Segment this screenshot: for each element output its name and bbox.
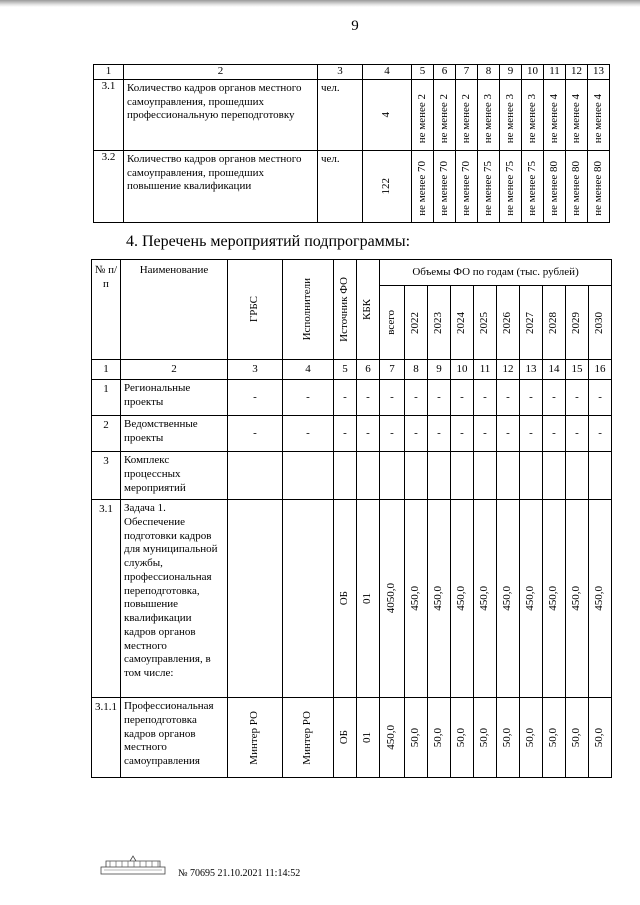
- dash-cell: -: [228, 416, 283, 452]
- year-value: не менее 2: [415, 94, 428, 144]
- year-value: не менее 75: [503, 160, 516, 216]
- column-number: 9: [428, 360, 451, 380]
- dash-cell: -: [589, 416, 612, 452]
- year-value: 450,0: [432, 586, 445, 611]
- year-value: не менее 4: [591, 94, 604, 144]
- header-year: 2026: [501, 311, 514, 334]
- indicator-name: Количество кадров органов местного самоуправления, прошедших повышение квалификации: [124, 150, 318, 222]
- dash-cell: -: [520, 416, 543, 452]
- grbs-cell: [228, 500, 283, 698]
- year-value: не менее 75: [525, 160, 538, 216]
- year-value: не менее 2: [459, 94, 472, 144]
- dash-cell: -: [451, 380, 474, 416]
- year-value: не менее 80: [591, 160, 604, 216]
- header-cell: 3: [318, 65, 363, 80]
- dash-cell: -: [405, 380, 428, 416]
- dash-cell: -: [334, 416, 357, 452]
- source-cell: ОБ: [338, 591, 351, 606]
- year-value: 50,0: [409, 727, 422, 748]
- dash-cell: -: [543, 380, 566, 416]
- row-number: 3.2: [94, 150, 124, 222]
- year-value: 50,0: [547, 727, 560, 748]
- dash-cell: -: [543, 416, 566, 452]
- header-cell: 2: [124, 65, 318, 80]
- dash-cell: -: [228, 380, 283, 416]
- year-value: 50,0: [432, 727, 445, 748]
- header-cell: 6: [434, 65, 456, 80]
- unit: чел.: [318, 150, 363, 222]
- header-executors: Исполнители: [301, 278, 314, 341]
- source-cell: ОБ: [338, 730, 351, 745]
- column-number: 10: [451, 360, 474, 380]
- header-year: 2030: [593, 311, 606, 334]
- dash-cell: -: [428, 416, 451, 452]
- year-value: 450,0: [570, 586, 583, 611]
- year-value: не менее 80: [547, 160, 560, 216]
- total-value: 450,0: [385, 725, 398, 750]
- year-value: не менее 3: [525, 94, 538, 144]
- column-number: 3: [228, 360, 283, 380]
- measure-name: Профессиональная переподготовка кадров органов местного самоуправления: [121, 698, 228, 778]
- column-number: 8: [405, 360, 428, 380]
- table-row: [92, 452, 612, 500]
- year-value: 50,0: [455, 727, 468, 748]
- year-value: 450,0: [409, 586, 422, 611]
- building-seal-icon: [100, 855, 166, 875]
- row-number: 3.1.1: [92, 698, 121, 778]
- measures-header-row: [92, 260, 612, 286]
- year-value: не менее 70: [437, 160, 450, 216]
- dash-cell: -: [497, 380, 520, 416]
- executors-cell: [283, 500, 334, 698]
- header-year: 2029: [570, 311, 583, 334]
- row-number: 1: [92, 380, 121, 416]
- dash-cell: -: [283, 416, 334, 452]
- column-number: 16: [589, 360, 612, 380]
- header-year: 2027: [524, 311, 537, 334]
- column-number: 2: [121, 360, 228, 380]
- column-number: 6: [357, 360, 380, 380]
- dash-cell: -: [520, 380, 543, 416]
- header-year: 2023: [432, 311, 445, 334]
- header-grbs: ГРБС: [248, 296, 261, 323]
- header-cell: 1: [94, 65, 124, 80]
- year-value: 450,0: [524, 586, 537, 611]
- header-total: всего: [385, 310, 398, 335]
- grbs-cell: Минтер РО: [248, 710, 261, 765]
- measure-name: Комплекс процессных мероприятий: [121, 452, 228, 500]
- indicator-total: 4: [380, 112, 393, 118]
- document-stamp: № 70695 21.10.2021 11:14:52: [178, 868, 301, 879]
- header-cell: 8: [478, 65, 500, 80]
- column-number: 13: [520, 360, 543, 380]
- column-number: 4: [283, 360, 334, 380]
- header-cell: 12: [566, 65, 588, 80]
- unit: чел.: [318, 79, 363, 150]
- header-cell: 4: [363, 65, 412, 80]
- header-year: 2028: [547, 311, 560, 334]
- column-number: 7: [380, 360, 405, 380]
- table-row: [94, 79, 610, 150]
- measure-name: Задача 1. Обеспечение подготовки кадров для муниципальной службы, профессиональная переподготовка, повышение квалификации кадров органов местного самоуправления, в том числе:: [121, 500, 228, 698]
- dash-cell: -: [380, 416, 405, 452]
- year-value: не менее 80: [569, 160, 582, 216]
- column-number: 14: [543, 360, 566, 380]
- kbk-cell: 01: [361, 732, 374, 743]
- dash-cell: -: [334, 380, 357, 416]
- column-number: 11: [474, 360, 497, 380]
- year-value: 450,0: [547, 586, 560, 611]
- dash-cell: -: [428, 380, 451, 416]
- year-value: не менее 3: [503, 94, 516, 144]
- year-value: 50,0: [501, 727, 514, 748]
- year-value: 450,0: [478, 586, 491, 611]
- dash-cell: -: [283, 380, 334, 416]
- header-cell: 11: [544, 65, 566, 80]
- header-name: Наименование: [121, 260, 228, 360]
- column-numbers-row: [92, 360, 612, 380]
- year-value: не менее 4: [569, 94, 582, 144]
- table-row: [92, 380, 612, 416]
- dash-cell: -: [380, 380, 405, 416]
- indicator-name: Количество кадров органов местного самоуправления, прошедших профессиональную переподготовку: [124, 79, 318, 150]
- header-year: 2022: [409, 311, 422, 334]
- row-number: 3: [92, 452, 121, 500]
- year-value: 50,0: [570, 727, 583, 748]
- year-value: 450,0: [501, 586, 514, 611]
- dash-cell: -: [566, 416, 589, 452]
- header-num: № п/п: [92, 260, 121, 360]
- year-value: не менее 70: [459, 160, 472, 216]
- measure-name: Ведомственные проекты: [121, 416, 228, 452]
- dash-cell: -: [566, 380, 589, 416]
- kbk-cell: 01: [361, 593, 374, 604]
- dash-cell: -: [474, 380, 497, 416]
- indicator-total: 122: [380, 178, 393, 195]
- column-number: 5: [334, 360, 357, 380]
- header-cell: 13: [588, 65, 610, 80]
- column-number: 12: [497, 360, 520, 380]
- row-number: 3.1: [92, 500, 121, 698]
- header-cell: 10: [522, 65, 544, 80]
- year-value: 450,0: [455, 586, 468, 611]
- header-cell: 7: [456, 65, 478, 80]
- column-number: 15: [566, 360, 589, 380]
- header-kbk: КБК: [361, 299, 374, 320]
- header-volumes: Объемы ФО по годам (тыс. рублей): [380, 260, 612, 286]
- year-value: не менее 2: [437, 94, 450, 144]
- header-year: 2025: [478, 311, 491, 334]
- dash-cell: -: [451, 416, 474, 452]
- column-number: 1: [92, 360, 121, 380]
- dash-cell: -: [405, 416, 428, 452]
- table-row: [92, 698, 612, 778]
- measure-name: Региональные проекты: [121, 380, 228, 416]
- year-value: 450,0: [593, 586, 606, 611]
- dash-cell: -: [357, 416, 380, 452]
- dash-cell: -: [589, 380, 612, 416]
- year-value: не менее 70: [415, 160, 428, 216]
- total-value: 4050,0: [385, 583, 398, 614]
- header-cell: 5: [412, 65, 434, 80]
- page-number: 9: [351, 18, 359, 34]
- section-title: 4. Перечень мероприятий подпрограммы:: [126, 233, 411, 250]
- year-value: не менее 4: [547, 94, 560, 144]
- header-source: Источник ФО: [338, 277, 351, 342]
- year-value: 50,0: [524, 727, 537, 748]
- dash-cell: -: [497, 416, 520, 452]
- executors-cell: Минтер РО: [301, 710, 314, 765]
- dash-cell: -: [357, 380, 380, 416]
- measures-table: [91, 259, 612, 778]
- indicators-header-row: [94, 65, 610, 80]
- scan-edge: [0, 0, 640, 7]
- year-value: не менее 3: [481, 94, 494, 144]
- year-value: 50,0: [478, 727, 491, 748]
- table-row: [92, 500, 612, 698]
- row-number: 2: [92, 416, 121, 452]
- row-number: 3.1: [94, 79, 124, 150]
- table-row: [94, 150, 610, 222]
- table-row: [92, 416, 612, 452]
- dash-cell: -: [474, 416, 497, 452]
- year-value: 50,0: [593, 727, 606, 748]
- year-value: не менее 75: [481, 160, 494, 216]
- indicators-table: [93, 64, 610, 223]
- header-year: 2024: [455, 311, 468, 334]
- header-cell: 9: [500, 65, 522, 80]
